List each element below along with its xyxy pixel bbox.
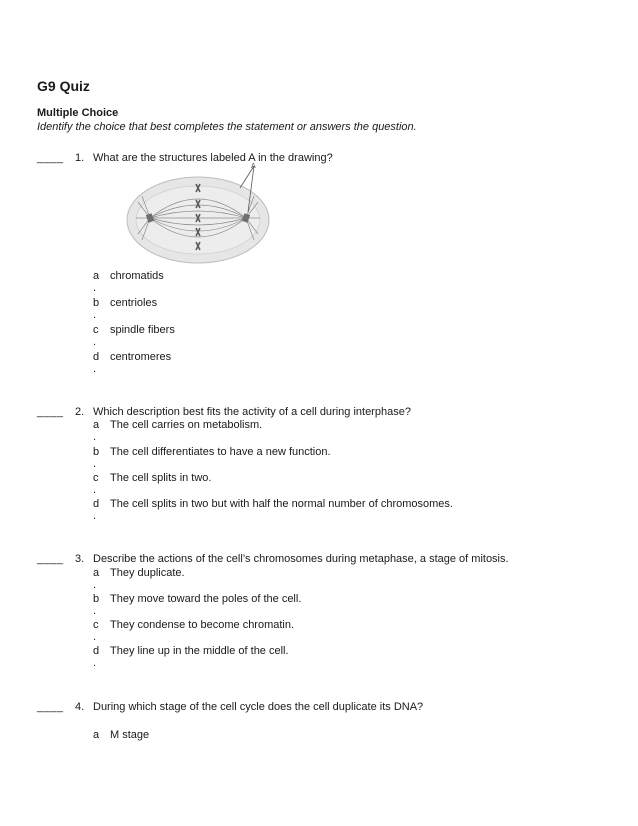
answer-blank[interactable]: ____: [37, 553, 64, 565]
option-dot: .: [93, 605, 97, 617]
option-dot: .: [93, 282, 97, 294]
question-number: 1.: [75, 152, 85, 164]
answer-blank[interactable]: ____: [37, 152, 64, 164]
option-text: centromeres: [110, 351, 172, 363]
option-letter: c: [93, 324, 99, 336]
option-letter: a: [93, 729, 100, 741]
option-text: They condense to become chromatin.: [110, 619, 295, 631]
section-heading: Multiple Choice: [37, 107, 119, 119]
option-letter: b: [93, 593, 100, 605]
option-dot: .: [93, 363, 97, 375]
option-text: spindle fibers: [110, 324, 175, 336]
option-text: M stage: [110, 729, 150, 741]
option-text: They move toward the poles of the cell.: [110, 593, 302, 605]
option-dot: .: [93, 484, 97, 496]
question-text: Which description best fits the activity of a cell during interphase?: [93, 406, 411, 418]
mitosis-spindle-figure: [124, 162, 272, 270]
question-text: What are the structures labeled A in the drawing?: [93, 152, 333, 164]
option-dot: .: [93, 458, 97, 470]
option-letter: c: [93, 619, 99, 631]
option-letter: d: [93, 498, 100, 510]
option-text: The cell splits in two.: [110, 472, 212, 484]
instructions: Identify the choice that best completes the statement or answers the question.: [37, 121, 417, 133]
question-number: 2.: [75, 406, 85, 418]
option-letter: a: [93, 270, 100, 282]
option-text: The cell differentiates to have a new function.: [110, 446, 331, 458]
option-text: The cell carries on metabolism.: [110, 419, 263, 431]
option-text: The cell splits in two but with half the normal number of chromosomes.: [110, 498, 453, 510]
label-a: A: [251, 163, 256, 170]
option-letter: d: [93, 645, 100, 657]
option-dot: .: [93, 431, 97, 443]
answer-blank[interactable]: ____: [37, 406, 64, 418]
option-dot: .: [93, 579, 97, 591]
option-dot: .: [93, 336, 97, 348]
question-number: 4.: [75, 701, 85, 713]
option-letter: b: [93, 446, 100, 458]
question-number: 3.: [75, 553, 85, 565]
option-letter: b: [93, 297, 100, 309]
spindle-drawing: [124, 162, 272, 270]
question-text: During which stage of the cell cycle does the cell duplicate its DNA?: [93, 701, 424, 713]
option-dot: .: [93, 309, 97, 321]
option-dot: .: [93, 657, 97, 669]
option-letter: a: [93, 419, 100, 431]
option-text: They line up in the middle of the cell.: [110, 645, 289, 657]
question-text: Describe the actions of the cell’s chromosomes during metaphase, a stage of mitosis.: [93, 553, 509, 565]
option-letter: c: [93, 472, 99, 484]
option-letter: a: [93, 567, 100, 579]
option-letter: d: [93, 351, 100, 363]
option-text: They duplicate.: [110, 567, 185, 579]
answer-blank[interactable]: ____: [37, 701, 64, 713]
option-text: centrioles: [110, 297, 158, 309]
quiz-title: G9 Quiz: [37, 78, 90, 94]
option-dot: .: [93, 631, 97, 643]
option-text: chromatids: [110, 270, 164, 282]
option-dot: .: [93, 510, 97, 522]
